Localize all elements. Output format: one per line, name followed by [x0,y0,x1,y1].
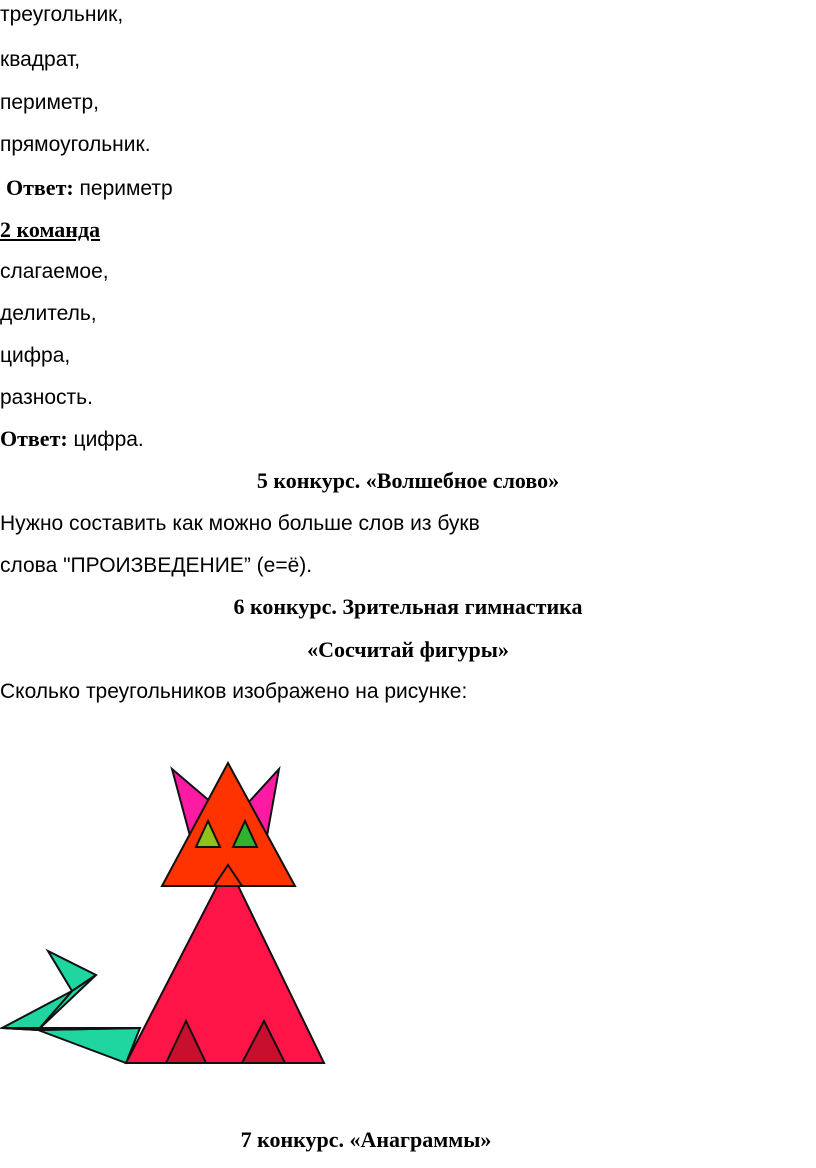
word-divisor: делитель, [0,302,97,325]
body-triangle [126,865,324,1063]
team-2-heading: 2 команда [0,217,101,242]
word-square: квадрат, [0,48,81,71]
answer-1-value: периметр [73,177,173,200]
tail-base-triangle [38,1028,140,1063]
word-digit: цифра, [0,344,71,367]
contest-6-title: 6 конкурс. Зрительная гимнастика [233,594,583,619]
contest-7-title: 7 конкурс. «Анаграммы» [240,1127,492,1152]
contest-6-subtitle: «Сосчитай фигуры» [307,637,509,662]
answer-2-label: Ответ: [0,426,68,451]
word-addend: слагаемое, [0,260,109,283]
word-perimeter: периметр, [0,91,100,114]
word-triangle: треугольник, [0,3,124,26]
contest-5-text-line-1: Нужно составить как можно больше слов из букв [0,512,480,535]
answer-2 [0,425,144,454]
answer-2-value: цифра. [67,428,144,451]
word-difference: разность. [0,386,93,409]
word-rectangle: прямоугольник. [0,133,151,156]
tail-tip-triangle [2,991,72,1030]
tail-upper-triangle [48,951,96,991]
contest-5-title: 5 конкурс. «Волшебное слово» [256,468,560,493]
answer-1-label: Ответ: [6,175,74,200]
cat-triangles-figure [0,755,340,1075]
contest-5-text-line-2: слова "ПРОИЗВЕДЕНИЕ” (е=ё). [0,554,313,577]
answer-1 [6,174,173,203]
contest-6-question: Сколько треугольников изображено на рисунке: [0,680,468,703]
